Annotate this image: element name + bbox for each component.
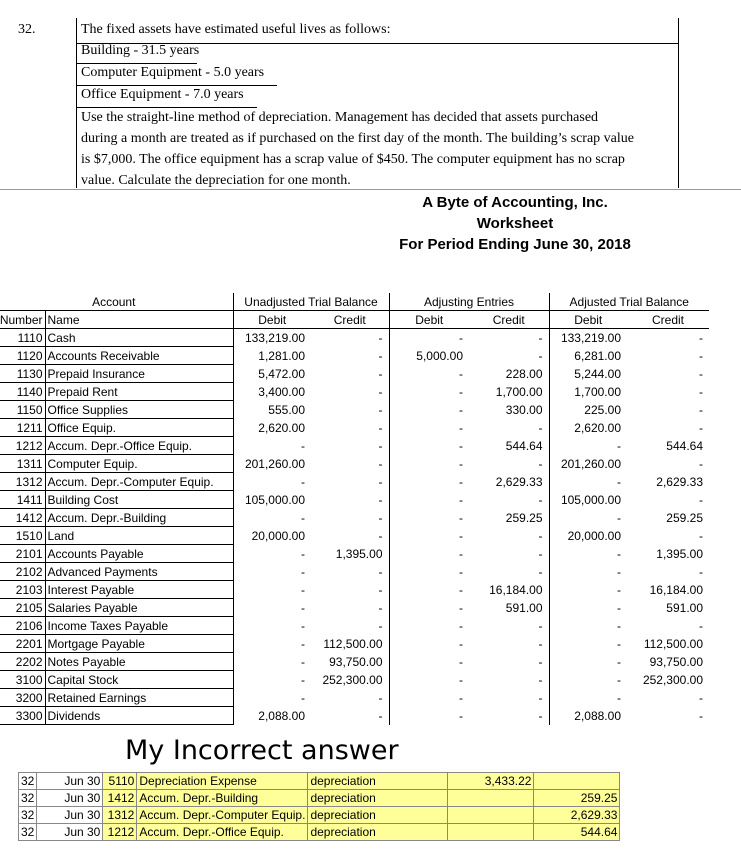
account-number: 2202 — [0, 653, 45, 671]
unadjusted-debit: - — [301, 564, 305, 579]
account-name: Accum. Depr.-Building — [45, 509, 233, 527]
account-number: 2106 — [0, 617, 45, 635]
account-number: 2201 — [0, 635, 45, 653]
adjusted-debit: 225.00 — [584, 402, 621, 417]
unadjusted-credit: - — [311, 365, 389, 383]
unadjusted-debit: - — [301, 546, 305, 561]
unadjusted-credit: - — [311, 599, 389, 617]
adjusted-debit: - — [617, 600, 621, 615]
header-number: Number — [0, 311, 45, 329]
worksheet-row — [0, 563, 709, 581]
header-unadjusted: Unadjusted Trial Balance — [233, 293, 389, 311]
adjusting-credit: 259.25 — [469, 509, 549, 527]
adjusted-debit: 2,620.00 — [574, 420, 621, 435]
worksheet-row — [0, 509, 709, 527]
account-name: Building Cost — [45, 491, 233, 509]
answer-credit[interactable]: 259.25 — [534, 790, 620, 807]
header-adjusted: Adjusted Trial Balance — [549, 293, 709, 311]
unadjusted-debit: - — [301, 636, 305, 651]
adjusting-credit: - — [469, 707, 549, 725]
adjusted-credit: 2,629.33 — [656, 474, 703, 489]
account-number: 1120 — [0, 347, 45, 365]
account-name: Advanced Payments — [45, 563, 233, 581]
unadjusted-credit: - — [311, 491, 389, 509]
adjusting-debit: - — [459, 492, 463, 507]
account-name: Office Supplies — [45, 401, 233, 419]
worksheet-row — [0, 653, 709, 671]
unadjusted-credit: 112,500.00 — [311, 635, 389, 653]
unadjusted-debit: - — [301, 600, 305, 615]
answer-row — [19, 807, 620, 824]
worksheet-row — [0, 635, 709, 653]
worksheet-row — [0, 347, 709, 365]
adjusted-debit: - — [617, 474, 621, 489]
account-name: Dividends — [45, 707, 233, 725]
worksheet-row — [0, 671, 709, 689]
answer-account-number[interactable]: 5110 — [103, 773, 137, 790]
adjusting-debit: - — [459, 474, 463, 489]
adjusting-credit: 16,184.00 — [469, 581, 549, 599]
answer-credit[interactable] — [534, 773, 620, 790]
account-name: Notes Payable — [45, 653, 233, 671]
unadjusted-debit: 5,472.00 — [258, 366, 305, 381]
unadjusted-credit: - — [311, 419, 389, 437]
account-number: 1510 — [0, 527, 45, 545]
adjusted-credit: - — [699, 384, 703, 399]
worksheet-row — [0, 491, 709, 509]
account-number: 1312 — [0, 473, 45, 491]
worksheet-row — [0, 689, 709, 707]
answer-row — [19, 824, 620, 841]
account-name: Accounts Receivable — [45, 347, 233, 365]
answer-description[interactable]: depreciation — [308, 790, 448, 807]
adjusting-credit: - — [469, 347, 549, 365]
header-adjusting: Adjusting Entries — [389, 293, 549, 311]
account-number: 1130 — [0, 365, 45, 383]
unadjusted-credit: - — [311, 473, 389, 491]
divider — [77, 63, 197, 64]
adjusted-credit: - — [699, 348, 703, 363]
account-number: 3300 — [0, 707, 45, 725]
adjusting-debit: - — [459, 708, 463, 723]
adjusted-credit: 591.00 — [666, 600, 703, 615]
worksheet-table — [0, 293, 709, 725]
unadjusted-debit: 133,219.00 — [244, 330, 305, 345]
header-debit: Debit — [415, 312, 444, 327]
worksheet-row — [0, 437, 709, 455]
question-line: value. Calculate the depreciation for one month. — [81, 173, 351, 188]
adjusting-credit: - — [469, 689, 549, 707]
question-line: is $7,000. The office equipment has a scrap value of $450. The computer equipment has no scrap — [81, 152, 625, 167]
adjusted-debit: - — [617, 564, 621, 579]
unadjusted-credit: - — [311, 581, 389, 599]
adjusted-debit: - — [617, 438, 621, 453]
answer-question[interactable]: 32 — [19, 824, 37, 841]
account-number: 1412 — [0, 509, 45, 527]
account-name: Accounts Payable — [45, 545, 233, 563]
unadjusted-debit: - — [301, 438, 305, 453]
worksheet-row — [0, 581, 709, 599]
worksheet-row — [0, 527, 709, 545]
answer-date[interactable]: Jun 30 — [37, 790, 103, 807]
adjusting-debit: - — [459, 402, 463, 417]
unadjusted-debit: - — [301, 672, 305, 687]
worksheet-row — [0, 473, 709, 491]
answer-title: My Incorrect answer — [125, 735, 399, 766]
unadjusted-credit: - — [311, 707, 389, 725]
account-name: Retained Earnings — [45, 689, 233, 707]
adjusted-debit: 6,281.00 — [574, 348, 621, 363]
adjusted-debit: - — [617, 690, 621, 705]
answer-date[interactable]: Jun 30 — [37, 807, 103, 824]
adjusted-credit: 93,750.00 — [649, 654, 703, 669]
answer-credit[interactable]: 2,629.33 — [534, 807, 620, 824]
unadjusted-credit: - — [311, 329, 389, 347]
adjusting-credit: 330.00 — [469, 401, 549, 419]
worksheet-row — [0, 419, 709, 437]
adjusted-credit: - — [699, 564, 703, 579]
adjusting-credit: - — [469, 545, 549, 563]
unadjusted-credit: - — [311, 617, 389, 635]
account-name: Office Equip. — [45, 419, 233, 437]
adjusted-credit: - — [699, 618, 703, 633]
account-name: Accum. Depr.-Computer Equip. — [45, 473, 233, 491]
adjusted-credit: - — [699, 456, 703, 471]
account-number: 1150 — [0, 401, 45, 419]
account-name: Computer Equip. — [45, 455, 233, 473]
answer-account-name[interactable]: Accum. Depr.-Building — [137, 790, 308, 807]
question-line: Use the straight-line method of depreciation. Management has decided that assets purchased — [81, 110, 599, 125]
adjusting-debit: - — [459, 690, 463, 705]
unadjusted-credit: - — [311, 527, 389, 545]
unadjusted-credit: - — [311, 401, 389, 419]
answer-row — [19, 773, 620, 790]
unadjusted-debit: - — [301, 654, 305, 669]
period-title: For Period Ending June 30, 2018 — [399, 236, 631, 253]
adjusted-debit: - — [617, 510, 621, 525]
account-name: Income Taxes Payable — [45, 617, 233, 635]
account-number: 3200 — [0, 689, 45, 707]
worksheet-row — [0, 545, 709, 563]
header-debit: Debit — [258, 312, 287, 327]
adjusting-credit: 2,629.33 — [469, 473, 549, 491]
adjusting-debit: - — [459, 330, 463, 345]
adjusted-credit: - — [699, 708, 703, 723]
answer-account-number[interactable]: 1212 — [103, 824, 137, 841]
adjusting-debit: - — [459, 528, 463, 543]
adjusting-credit: - — [469, 491, 549, 509]
account-name: Mortgage Payable — [45, 635, 233, 653]
adjusting-credit: - — [469, 635, 549, 653]
adjusting-credit: 544.64 — [469, 437, 549, 455]
adjusting-debit: - — [459, 546, 463, 561]
unadjusted-debit: 201,260.00 — [244, 456, 305, 471]
adjusted-debit: 1,700.00 — [574, 384, 621, 399]
unadjusted-credit: 93,750.00 — [311, 653, 389, 671]
worksheet-title: Worksheet — [476, 215, 554, 232]
unadjusted-debit: 20,000.00 — [251, 528, 305, 543]
question-number: 32. — [18, 22, 36, 37]
adjusted-debit: - — [617, 582, 621, 597]
unadjusted-credit: - — [311, 563, 389, 581]
answer-account-number[interactable]: 1312 — [103, 807, 137, 824]
question-line: The fixed assets have estimated useful lives as follows: — [81, 22, 391, 37]
unadjusted-debit: 3,400.00 — [258, 384, 305, 399]
unadjusted-credit: - — [311, 455, 389, 473]
worksheet-row — [0, 617, 709, 635]
unadjusted-debit: 2,088.00 — [258, 708, 305, 723]
answer-account-name[interactable]: Depreciation Expense — [137, 773, 308, 790]
adjusting-debit: 5,000.00 — [416, 348, 463, 363]
unadjusted-credit: - — [311, 509, 389, 527]
adjusting-credit: - — [469, 419, 549, 437]
adjusted-debit: 133,219.00 — [560, 330, 621, 345]
adjusting-debit: - — [459, 636, 463, 651]
unadjusted-debit: 105,000.00 — [244, 492, 305, 507]
unadjusted-debit: - — [301, 582, 305, 597]
section-divider — [0, 189, 741, 190]
answer-description[interactable]: depreciation — [308, 807, 448, 824]
question-box — [76, 18, 679, 188]
adjusted-credit: - — [699, 492, 703, 507]
adjusting-debit: - — [459, 672, 463, 687]
unadjusted-credit: 1,395.00 — [311, 545, 389, 563]
account-number: 2105 — [0, 599, 45, 617]
adjusted-credit: 16,184.00 — [649, 582, 703, 597]
adjusting-debit: - — [459, 654, 463, 669]
unadjusted-credit: - — [311, 383, 389, 401]
worksheet-row — [0, 383, 709, 401]
adjusted-debit: - — [617, 618, 621, 633]
worksheet-row — [0, 599, 709, 617]
question-line: Office Equipment - 7.0 years — [81, 87, 244, 102]
adjusted-debit: 20,000.00 — [567, 528, 621, 543]
unadjusted-debit: - — [301, 618, 305, 633]
unadjusted-debit: 1,281.00 — [258, 348, 305, 363]
account-number: 1140 — [0, 383, 45, 401]
divider — [77, 85, 277, 86]
adjusting-debit: - — [459, 600, 463, 615]
account-name: Salaries Payable — [45, 599, 233, 617]
header-debit: Debit — [574, 312, 603, 327]
adjusting-debit: - — [459, 510, 463, 525]
account-name: Capital Stock — [45, 671, 233, 689]
adjusting-debit: - — [459, 420, 463, 435]
answer-account-name[interactable]: Accum. Depr.-Computer Equip. — [137, 807, 308, 824]
account-number: 1212 — [0, 437, 45, 455]
account-number: 1411 — [0, 491, 45, 509]
account-name: Land — [45, 527, 233, 545]
adjusting-debit: - — [459, 384, 463, 399]
worksheet-row — [0, 329, 709, 347]
adjusting-credit: - — [469, 527, 549, 545]
adjusting-debit: - — [459, 438, 463, 453]
account-number: 1110 — [0, 329, 45, 347]
unadjusted-credit: 252,300.00 — [311, 671, 389, 689]
worksheet-row — [0, 365, 709, 383]
header-name: Name — [45, 311, 233, 329]
adjusted-debit: - — [617, 672, 621, 687]
answer-question[interactable]: 32 — [19, 773, 37, 790]
answer-question[interactable]: 32 — [19, 790, 37, 807]
adjusting-credit: - — [469, 563, 549, 581]
answer-debit[interactable]: 3,433.22 — [448, 773, 534, 790]
account-name: Cash — [45, 329, 233, 347]
account-number: 2103 — [0, 581, 45, 599]
adjusted-debit: 105,000.00 — [560, 492, 621, 507]
answer-debit[interactable] — [448, 790, 534, 807]
adjusting-debit: - — [459, 366, 463, 381]
adjusted-debit: 2,088.00 — [574, 708, 621, 723]
header-credit: Credit — [651, 312, 684, 327]
adjusted-credit: - — [699, 330, 703, 345]
account-number: 2102 — [0, 563, 45, 581]
adjusted-debit: - — [617, 654, 621, 669]
adjusted-credit: - — [699, 402, 703, 417]
answer-account-name[interactable]: Accum. Depr.-Office Equip. — [137, 824, 308, 841]
adjusting-debit: - — [459, 456, 463, 471]
unadjusted-debit: - — [301, 510, 305, 525]
adjusted-credit: 1,395.00 — [656, 546, 703, 561]
unadjusted-credit: - — [311, 347, 389, 365]
adjusting-credit: - — [469, 653, 549, 671]
adjusted-credit: 112,500.00 — [643, 636, 703, 651]
adjusted-debit: 5,244.00 — [574, 366, 621, 381]
question-line: Computer Equipment - 5.0 years — [81, 65, 265, 80]
unadjusted-debit: 555.00 — [268, 402, 305, 417]
adjusting-credit: - — [469, 617, 549, 635]
adjusted-credit: - — [699, 366, 703, 381]
adjusting-credit: 591.00 — [469, 599, 549, 617]
unadjusted-debit: - — [301, 474, 305, 489]
answer-account-number[interactable]: 1412 — [103, 790, 137, 807]
answer-date[interactable]: Jun 30 — [37, 824, 103, 841]
account-name: Accum. Depr.-Office Equip. — [45, 437, 233, 455]
answer-description[interactable]: depreciation — [308, 824, 448, 841]
adjusting-debit: - — [459, 618, 463, 633]
answer-row — [19, 790, 620, 807]
header-credit: Credit — [311, 311, 389, 329]
account-number: 1311 — [0, 455, 45, 473]
unadjusted-credit: - — [311, 689, 389, 707]
unadjusted-debit: 2,620.00 — [258, 420, 305, 435]
adjusted-debit: - — [617, 546, 621, 561]
adjusting-credit: - — [469, 455, 549, 473]
answer-date[interactable]: Jun 30 — [37, 773, 103, 790]
adjusted-debit: 201,260.00 — [560, 456, 621, 471]
company-name: A Byte of Accounting, Inc. — [422, 194, 608, 211]
worksheet-row — [0, 455, 709, 473]
adjusted-credit: - — [699, 528, 703, 543]
adjusting-credit: 1,700.00 — [469, 383, 549, 401]
adjusted-credit: 259.25 — [666, 510, 703, 525]
question-line: Building - 31.5 years — [81, 43, 200, 58]
question-line: during a month are treated as if purchased on the first day of the month. The building’s scrap value — [81, 131, 634, 146]
unadjusted-credit: - — [311, 437, 389, 455]
answer-debit[interactable] — [448, 807, 534, 824]
answer-debit[interactable] — [448, 824, 534, 841]
header-credit: Credit — [469, 311, 549, 329]
answer-description[interactable]: depreciation — [308, 773, 448, 790]
adjusting-credit: - — [469, 329, 549, 347]
worksheet-row — [0, 707, 709, 725]
adjusting-credit: - — [469, 671, 549, 689]
adjusted-debit: - — [617, 636, 621, 651]
adjusting-debit: - — [459, 582, 463, 597]
account-name: Interest Payable — [45, 581, 233, 599]
adjusted-credit: 544.64 — [666, 438, 703, 453]
account-name: Prepaid Insurance — [45, 365, 233, 383]
answer-table — [18, 772, 620, 841]
account-number: 2101 — [0, 545, 45, 563]
worksheet-row — [0, 401, 709, 419]
divider — [77, 107, 257, 108]
header-account: Account — [0, 293, 233, 311]
answer-question[interactable]: 32 — [19, 807, 37, 824]
answer-credit[interactable]: 544.64 — [534, 824, 620, 841]
account-number: 3100 — [0, 671, 45, 689]
adjusting-credit: 228.00 — [469, 365, 549, 383]
account-name: Prepaid Rent — [45, 383, 233, 401]
account-number: 1211 — [0, 419, 45, 437]
adjusting-debit: - — [459, 564, 463, 579]
adjusted-credit: - — [699, 690, 703, 705]
adjusted-credit: - — [699, 420, 703, 435]
unadjusted-debit: - — [301, 690, 305, 705]
adjusted-credit: 252,300.00 — [642, 672, 703, 687]
